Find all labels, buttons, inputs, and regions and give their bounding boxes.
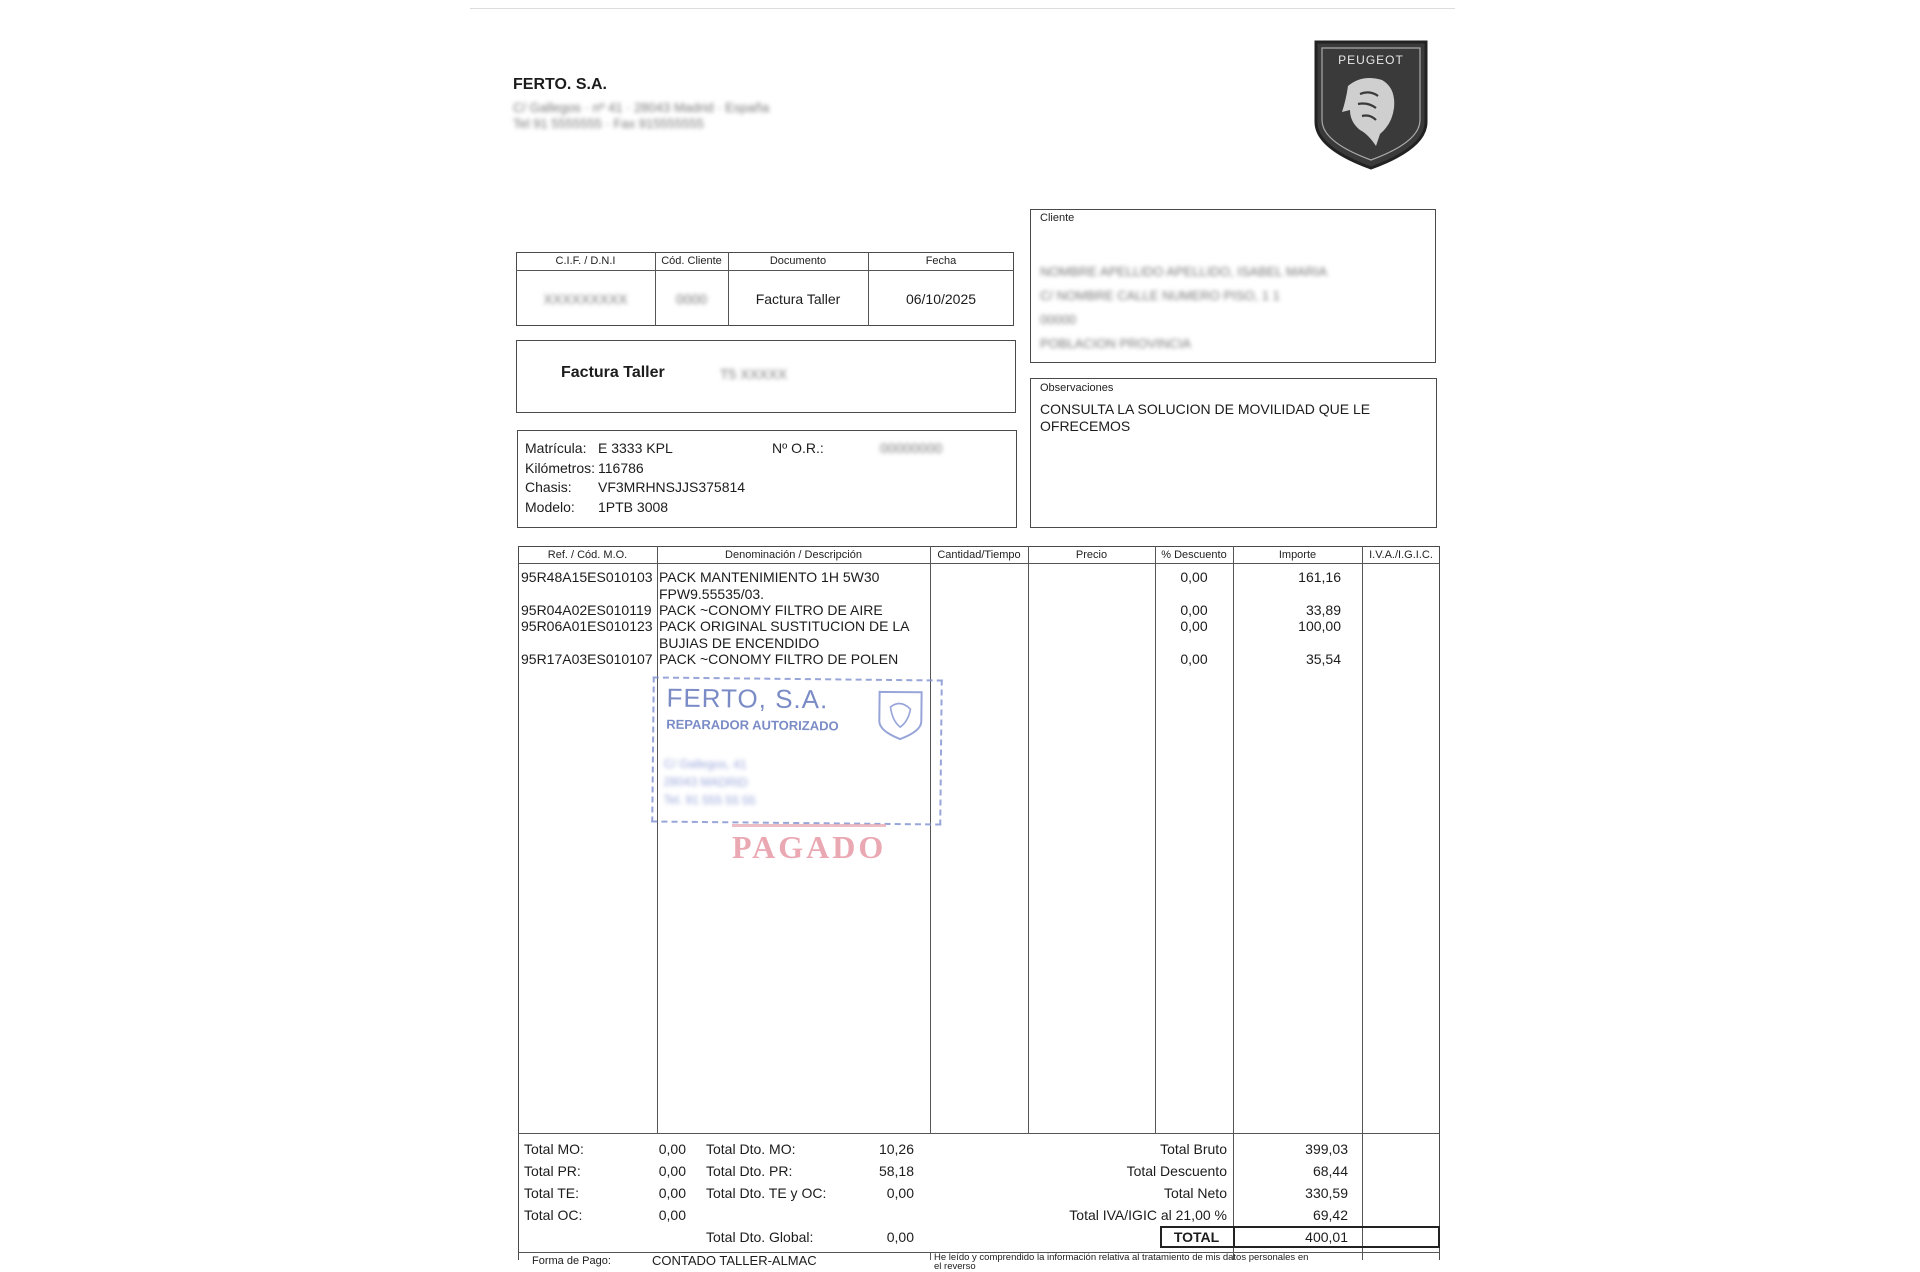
total-dto-global-value: 0,00 (886, 1229, 914, 1245)
company-name: FERTO. S.A. (513, 76, 607, 93)
invoice-number: T5 XXXXX (720, 366, 787, 382)
cif-value: XXXXXXXXX (543, 291, 628, 307)
grand-total-label: TOTAL (1173, 1229, 1220, 1245)
totals-divider (518, 1133, 1440, 1134)
total-te-value: 0,00 (658, 1185, 686, 1201)
km-label: Kilómetros: (525, 460, 596, 476)
cliente-line-3: 00000 (1040, 312, 1077, 327)
table-row-desc: PACK ~CONOMY FILTRO DE AIRE (659, 602, 883, 618)
cod-cliente-value: 0000 (675, 291, 708, 307)
logo-text: PEUGEOT (1338, 53, 1404, 67)
footer-col-divider (930, 1252, 931, 1260)
modelo-value: 1PTB 3008 (598, 499, 669, 515)
col-header-iva: I.V.A./I.G.I.C. (1369, 549, 1433, 561)
or-label: Nº O.R.: (772, 440, 824, 456)
total-iva-value: 69,42 (1312, 1207, 1348, 1223)
table-row-desc-cont: FPW9.55535/03. (659, 586, 765, 602)
col-div-6 (1362, 546, 1363, 1260)
stamp-addr-1: C/ Gallegos, 41 (663, 756, 747, 772)
privacy-notice: He leído y comprendido la información relativa al tratamiento de mis datos personales en (934, 1252, 1309, 1263)
total-dto-pr-value: 58,18 (878, 1163, 914, 1179)
col-header-discount: % Descuento (1161, 549, 1227, 561)
stamp-addr-2: 28043 MADRID (663, 774, 748, 790)
total-mo-value: 0,00 (658, 1141, 686, 1157)
total-mo-label: Total MO: (524, 1141, 584, 1157)
stamp-subtitle: REPARADOR AUTORIZADO (666, 716, 839, 734)
stamp-lion-icon (876, 689, 925, 746)
total-dto-teoc-label: Total Dto. TE y OC: (706, 1185, 827, 1201)
table-row-amount: 100,00 (1298, 618, 1341, 634)
table-row-ref: 95R04A02ES010119 (521, 602, 652, 618)
total-dto-mo-label: Total Dto. MO: (706, 1141, 796, 1157)
fecha-label: Fecha (925, 255, 957, 267)
chasis-label: Chasis: (525, 479, 572, 495)
grand-total-value: 400,01 (1305, 1229, 1348, 1245)
cliente-label: Cliente (1040, 212, 1075, 224)
table-row-ref: 95R48A15ES010103 (521, 569, 653, 585)
table-row-ref: 95R17A03ES010107 (521, 651, 653, 667)
cliente-line-1: NOMBRE APELLIDO APELLIDO, ISABEL MARIA (1040, 264, 1328, 279)
company-stamp (651, 676, 943, 825)
total-pr-value: 0,00 (658, 1163, 686, 1179)
cliente-line-2: C/ NOMBRE CALLE NUMERO PISO, 1 1 (1040, 288, 1280, 303)
table-row-ref: 95R06A01ES010123 (521, 618, 653, 634)
total-oc-value: 0,00 (658, 1207, 686, 1223)
stamp-title: FERTO, S.A. (666, 682, 829, 715)
table-row-amount: 33,89 (1305, 602, 1341, 618)
km-value: 116786 (598, 460, 644, 476)
doc-header-divider (516, 270, 1014, 271)
table-row-desc-cont: BUJIAS DE ENCENDIDO (659, 635, 820, 651)
observaciones-text-1: CONSULTA LA SOLUCION DE MOVILIDAD QUE LE (1040, 401, 1371, 417)
cif-label: C.I.F. / D.N.I (555, 255, 616, 267)
table-row-discount: 0,00 (1180, 602, 1208, 618)
col-header-amount: Importe (1278, 549, 1317, 561)
paid-stamp: PAGADO (732, 824, 886, 866)
scan-top-edge (470, 8, 1455, 9)
chasis-value: VF3MRHNSJJS375814 (598, 479, 746, 495)
or-value: 00000000 (880, 440, 943, 456)
invoice-title-label: Factura Taller (561, 364, 665, 381)
modelo-label: Modelo: (525, 499, 575, 515)
total-bruto-label: Total Bruto (1160, 1141, 1227, 1157)
col-div-1 (657, 546, 658, 1133)
privacy-notice-cont: el reverso (934, 1261, 976, 1272)
matricula-value: E 3333 KPL (598, 440, 673, 456)
table-row-discount: 0,00 (1180, 569, 1208, 585)
observaciones-label: Observaciones (1040, 382, 1114, 394)
col-div-2 (930, 546, 931, 1133)
peugeot-logo (1310, 38, 1432, 172)
col-header-price: Precio (1075, 549, 1108, 561)
fecha-value: 06/10/2025 (905, 291, 977, 307)
table-row-desc: PACK ORIGINAL SUSTITUCION DE LA (659, 618, 910, 634)
total-descuento-label: Total Descuento (1126, 1163, 1227, 1179)
total-descuento-value: 68,44 (1312, 1163, 1348, 1179)
total-pr-label: Total PR: (524, 1163, 581, 1179)
total-bruto-value: 399,03 (1305, 1141, 1348, 1157)
col-header-qty: Cantidad/Tiempo (937, 549, 1021, 561)
forma-pago-value: CONTADO TALLER-ALMAC (652, 1253, 817, 1268)
col-div-4 (1155, 546, 1156, 1133)
total-dto-mo-value: 10,26 (878, 1141, 914, 1157)
company-phone: Tel 91 5555555 · Fax 915555555 (513, 116, 704, 131)
total-dto-pr-label: Total Dto. PR: (706, 1163, 793, 1179)
col-header-desc: Denominación / Descripción (725, 549, 862, 561)
total-neto-label: Total Neto (1163, 1185, 1227, 1201)
col-header-ref: Ref. / Cód. M.O. (547, 549, 628, 561)
cod-cliente-label: Cód. Cliente (661, 255, 722, 267)
documento-value: Factura Taller (755, 291, 841, 307)
forma-pago-label: Forma de Pago: (532, 1255, 611, 1267)
table-row-discount: 0,00 (1180, 618, 1208, 634)
table-row-discount: 0,00 (1180, 651, 1208, 667)
total-dto-global-label: Total Dto. Global: (706, 1229, 814, 1245)
stamp-addr-3: Tel. 91 555 55 55 (663, 792, 756, 808)
table-row-desc: PACK MANTENIMIENTO 1H 5W30 (659, 569, 880, 585)
observaciones-text-2: OFRECEMOS (1040, 418, 1131, 434)
table-row-desc: PACK ~CONOMY FILTRO DE POLEN (659, 651, 899, 667)
total-iva-label: Total IVA/IGIC al 21,00 % (1069, 1207, 1227, 1223)
table-row-amount: 161,16 (1298, 569, 1341, 585)
company-address: C/ Gallegos · nº 41 · 28043 Madrid · España (513, 100, 770, 115)
total-neto-value: 330,59 (1305, 1185, 1348, 1201)
total-dto-teoc-value: 0,00 (886, 1185, 914, 1201)
matricula-label: Matrícula: (525, 440, 587, 456)
col-div-3 (1028, 546, 1029, 1133)
total-oc-label: Total OC: (524, 1207, 583, 1223)
documento-label: Documento (769, 255, 827, 267)
cliente-line-4: POBLACION PROVINCIA (1040, 336, 1191, 351)
table-row-amount: 35,54 (1305, 651, 1341, 667)
total-te-label: Total TE: (524, 1185, 579, 1201)
